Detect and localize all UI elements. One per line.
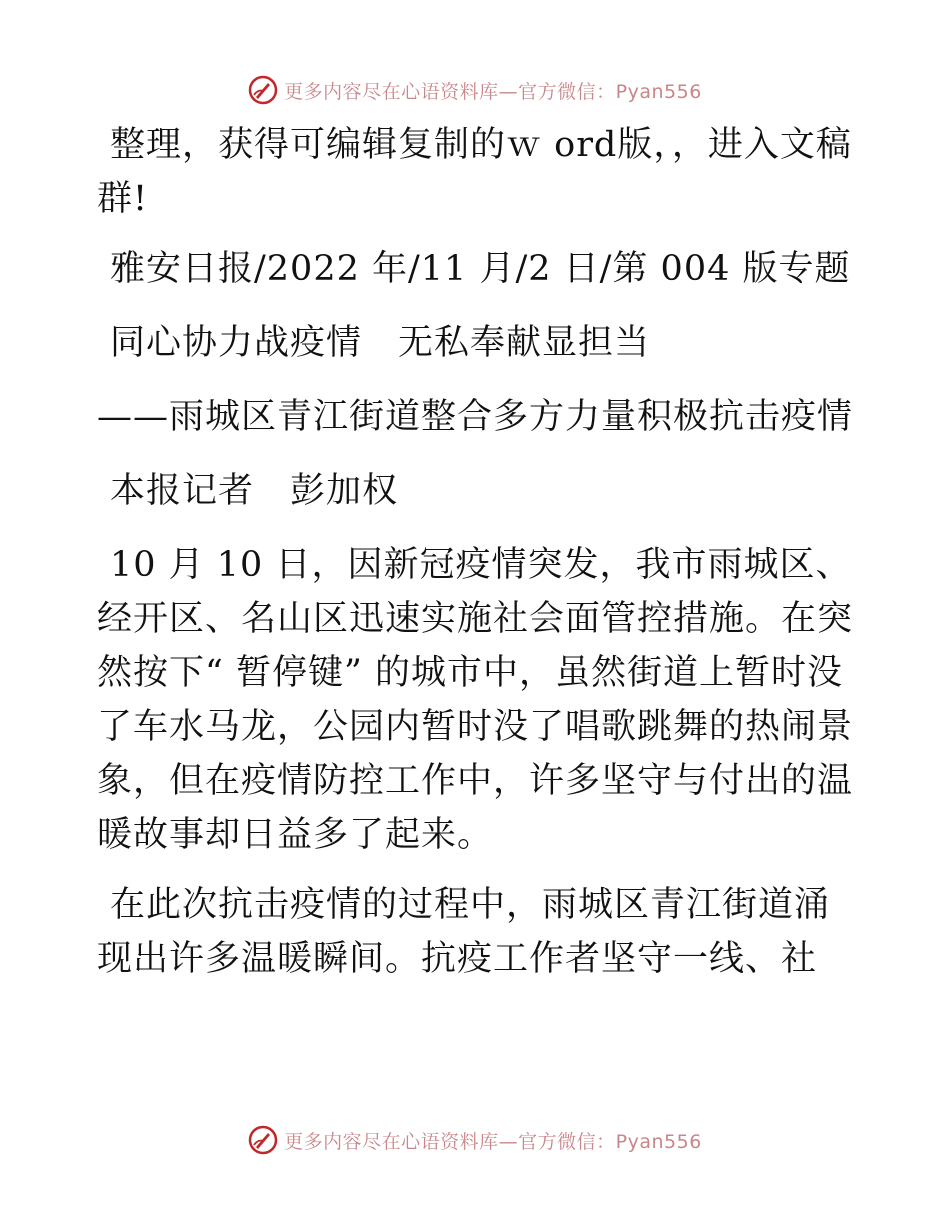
- footer-banner-inner: [248, 1125, 702, 1155]
- article-title: 同心协力战疫情 无私奉献显担当: [110, 323, 651, 363]
- quill-pen-logo-icon: [248, 1125, 278, 1155]
- paragraph-intro: 整理，获得可编辑复制的ｗ ord版，，进入文稿群!: [97, 125, 852, 219]
- document-body: [97, 118, 857, 1002]
- header-banner-inner: [248, 75, 702, 105]
- footer-banner: [0, 1120, 950, 1160]
- paragraph-body-1: 10 月 10 日，因新冠疫情突发，我市雨城区、经开区、名山区迅速实施社会面管控措施。在突然按下“ 暂停键” 的城市中，虽然街道上暂时没了车水马龙，公园内暂时没了唱歌跳舞的热闹景象，但在疫情防控工作中，许多坚守与付出的温暖故事却日益多了起来。: [97, 545, 854, 855]
- paragraph-source: 雅安日报/2022 年/11 月/2 日/第 004 版专题: [110, 249, 851, 289]
- header-banner-text: 更多内容尽在心语资料库—官方微信：Pyan556: [284, 80, 702, 103]
- article-byline: 本报记者 彭加权: [110, 471, 399, 511]
- article-subtitle: ——雨城区青江街道整合多方力量积极抗击疫情: [97, 397, 854, 437]
- quill-pen-logo-icon: [248, 75, 278, 105]
- footer-banner-text: 更多内容尽在心语资料库—官方微信：Pyan556: [284, 1130, 702, 1153]
- paragraph-body-2: 在此次抗击疫情的过程中，雨城区青江街道涌现出许多温暖瞬间。抗疫工作者坚守一线、社: [97, 885, 831, 979]
- header-banner: [0, 70, 950, 110]
